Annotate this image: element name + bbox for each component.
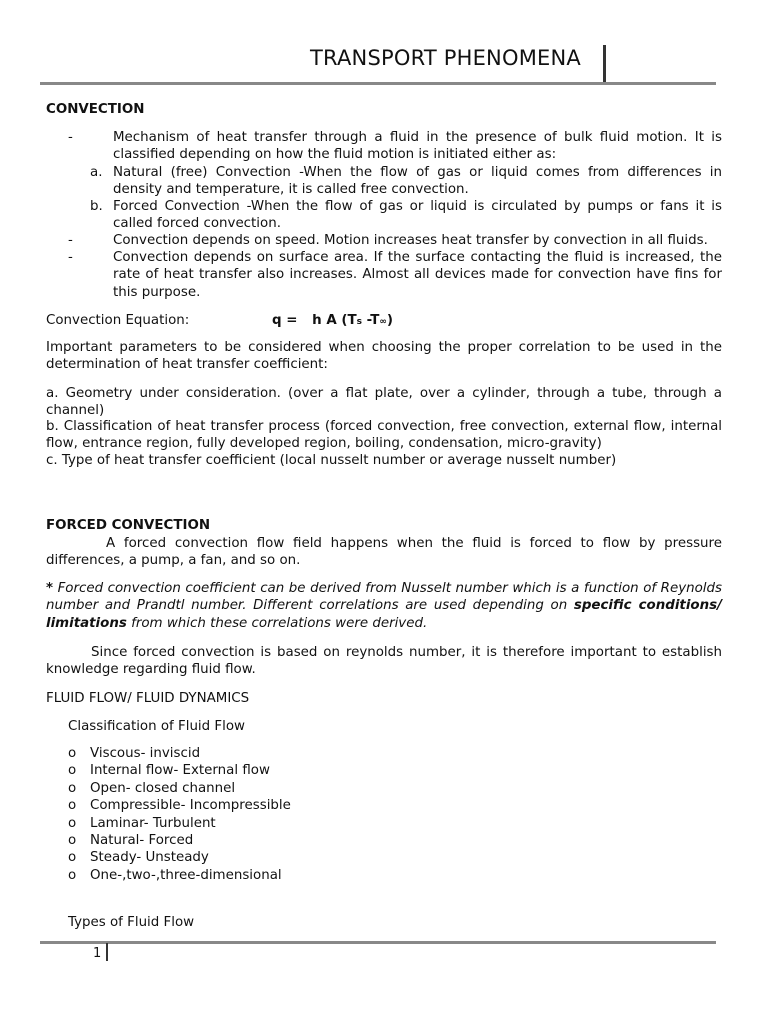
bullet-icon: o bbox=[68, 867, 77, 883]
list-item-text: Viscous- inviscid bbox=[90, 746, 201, 761]
list-item bbox=[68, 867, 468, 884]
bullet-icon: o bbox=[68, 798, 77, 814]
classification-title: Classification of Fluid Flow bbox=[68, 719, 245, 734]
param-b: b. Classification of heat transfer process (forced convection, free convection, external flow, internal flow, entrance region, fully developed region, boiling, condensation, micro-gravity) bbox=[46, 419, 722, 452]
note-bold: specific conditions/ limitations bbox=[46, 598, 722, 631]
bullet-icon: o bbox=[68, 780, 77, 796]
bullet-icon: o bbox=[68, 815, 77, 831]
list-item bbox=[68, 815, 468, 832]
forced-para-3: Since forced convection is based on reynolds number, it is therefore important to establish knowledge regarding fluid flow. bbox=[46, 645, 722, 678]
page-header-title: TRANSPORT PHENOMENA bbox=[310, 46, 581, 70]
convection-heading: CONVECTION bbox=[46, 102, 145, 117]
list-item-text: Open- closed channel bbox=[90, 780, 236, 796]
fluid-flow-heading: FLUID FLOW/ FLUID DYNAMICS bbox=[46, 691, 250, 706]
equation-lhs: q = bbox=[272, 313, 298, 328]
list-item-text: Laminar- Turbulent bbox=[90, 815, 216, 831]
bullet-dash: - bbox=[68, 233, 73, 248]
params-intro: Important parameters to be considered when choosing the proper correlation to be used in the determination of heat transfer coefficient: bbox=[46, 340, 722, 373]
header-rule bbox=[40, 82, 716, 85]
param-a: a. Geometry under consideration. (over a flat plate, over a cylinder, through a tube, through a channel) bbox=[46, 386, 722, 419]
sub-text: Forced Convection -When the flow of gas or liquid is circulated by pumps or fans it is called forced convection. bbox=[113, 199, 722, 232]
forced-italic-note bbox=[46, 580, 722, 632]
bullet-icon: o bbox=[68, 763, 77, 779]
bullet-dash: - bbox=[68, 250, 73, 265]
param-c: c. Type of heat transfer coefficient (local nusselt number or average nusselt number) bbox=[46, 453, 617, 468]
equation-mid: -T bbox=[361, 313, 380, 328]
footer-rule bbox=[40, 941, 716, 944]
list-item-text: Internal flow- External flow bbox=[90, 763, 270, 779]
list-item bbox=[68, 832, 468, 849]
bullet-text: Convection depends on surface area. If the surface contacting the fluid is increased, the rate of heat transfer also increases. Almost all devices made for convection have fins for this purpose. bbox=[113, 250, 722, 300]
classification-list bbox=[68, 745, 468, 884]
star-marker: * bbox=[46, 581, 54, 596]
bullet-text: Convection depends on speed. Motion increases heat transfer by convection in all fluids. bbox=[113, 233, 708, 248]
page-number: 1 bbox=[93, 946, 102, 961]
sub-text: Natural (free) Convection -When the flow of gas or liquid comes from differences in density and temperature, it is called free convection. bbox=[113, 165, 722, 198]
list-item bbox=[68, 745, 468, 762]
bullet-text: Mechanism of heat transfer through a fluid in the presence of bulk fluid motion. It is classified depending on how the fluid motion is initiated either as: bbox=[113, 130, 722, 163]
list-item bbox=[68, 797, 468, 814]
convection-equation bbox=[272, 312, 393, 331]
list-item-text: Compressible- Incompressible bbox=[90, 798, 291, 814]
bullet-icon: o bbox=[68, 850, 77, 866]
footer-divider-bar bbox=[106, 943, 108, 961]
list-item-text: Steady- Unsteady bbox=[90, 850, 209, 866]
equation-sub-s: s bbox=[356, 317, 362, 327]
equation-close: ) bbox=[386, 313, 393, 328]
bullet-dash: - bbox=[68, 130, 73, 145]
note-text-1: Forced convection coefficient can be derived from Nusselt number which is a function of Reynolds number and Prandtl number. Different correlations are used depending on bbox=[46, 581, 722, 614]
forced-para-1: A forced convection flow field happens when the fluid is forced to flow by pressure differences, a pump, a fan, and so on. bbox=[46, 536, 722, 569]
list-item-text: Natural- Forced bbox=[90, 832, 194, 848]
sub-label: b. bbox=[90, 199, 103, 214]
equation-label: Convection Equation: bbox=[46, 313, 190, 328]
list-item bbox=[68, 780, 468, 797]
forced-convection-heading: FORCED CONVECTION bbox=[46, 518, 211, 533]
equation-sub-inf: ∞ bbox=[379, 317, 387, 327]
sub-label: a. bbox=[90, 165, 103, 180]
list-item-text: One-,two-,three-dimensional bbox=[90, 867, 282, 883]
list-item bbox=[68, 849, 468, 866]
bullet-icon: o bbox=[68, 746, 77, 761]
types-title: Types of Fluid Flow bbox=[68, 915, 195, 930]
bullet-icon: o bbox=[68, 832, 77, 848]
list-item bbox=[68, 762, 468, 779]
note-text-2: from which these correlations were derived. bbox=[126, 615, 428, 631]
header-divider-bar bbox=[603, 45, 606, 83]
equation-rhs: h A (T bbox=[312, 313, 357, 328]
